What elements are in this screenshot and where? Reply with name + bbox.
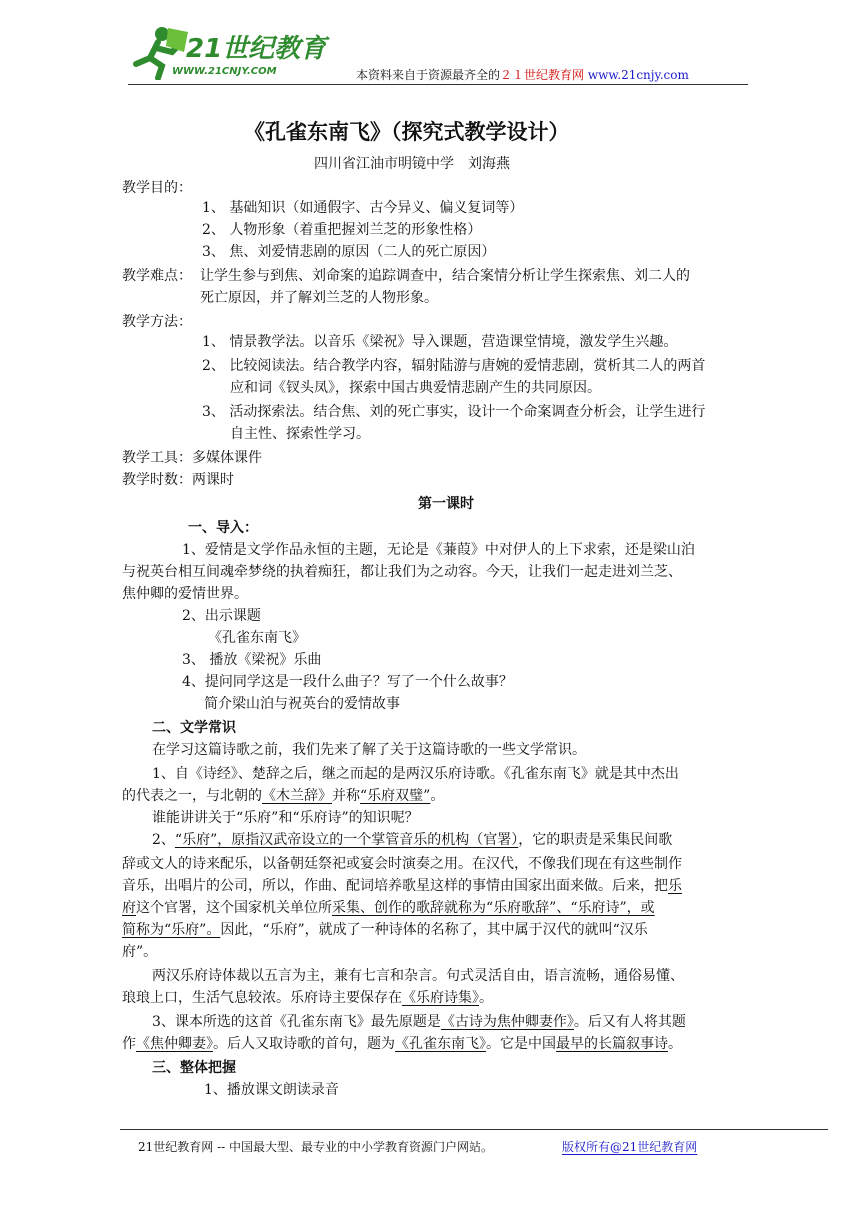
method-item: 自主性、探索性学习。: [230, 426, 370, 442]
text-span: 因此，“乐府”，就成了一种诗体的名称了，其中属于汉代的就叫“汉乐: [220, 922, 648, 938]
logo-url: WWW.21CNJY.COM: [172, 66, 277, 77]
underlined-term: 采集、创作的歌辞就称为“乐府歌辞”、“乐府诗”，或: [332, 900, 655, 916]
text-span: 3、课本所选的这首《孔雀东南飞》最先原题是: [152, 1014, 441, 1030]
method-label: 教学方法：: [122, 314, 192, 330]
source-url[interactable]: www.21cnjy.com: [587, 68, 689, 82]
underlined-term: 《焦仲卿妻》: [136, 1036, 213, 1052]
goal-label: 教学目的：: [122, 180, 192, 196]
tools-line: 教学工具：多媒体课件: [122, 450, 262, 466]
author: 四川省江油市明镜中学 刘海燕: [314, 156, 510, 172]
paragraph-line: 辞或文人的诗来配乐，以备朝廷祭祀或宴会时演奏之用。在汉代，不像我们现在有这些制作: [122, 856, 682, 872]
underlined-term: “乐府”，原指汉武帝设立的一个掌管音乐的机构（官署）: [174, 832, 519, 848]
underlined-term: “乐府双璧”: [360, 788, 431, 804]
paragraph-line: [152, 830, 672, 850]
paragraph-line: 焦仲卿的爱情世界。: [122, 586, 248, 602]
paragraph-line: [152, 1012, 686, 1032]
paragraph-line: 谁能讲讲关于“乐府”和“乐府诗”的知识呢？: [152, 810, 419, 826]
paragraph-line: 3、 播放《梁祝》乐曲: [182, 652, 322, 668]
text-span: 并称: [332, 788, 360, 804]
hours-line: 教学时数：两课时: [122, 472, 234, 488]
paragraph-line: 1、自《诗经》、楚辞之后，继之而起的是两汉乐府诗歌。《孔雀东南飞》就是其中杰出: [152, 766, 679, 782]
underlined-term: 最早的长篇叙事诗: [556, 1036, 668, 1052]
paragraph-line: 与祝英台相互间魂牵梦绕的执着痴狂，都让我们为之动容。今天，让我们一起走进刘兰芝、: [122, 564, 682, 580]
text-span: 。后人又取诗歌的首句，题为: [213, 1036, 395, 1052]
paragraph-line: 1、播放课文朗读录音: [204, 1082, 339, 1098]
method-item: 应和词《钗头凤》，探索中国古典爱情悲剧产生的共同原因。: [230, 380, 601, 396]
text-span: 。: [668, 1036, 682, 1052]
logo-text: 21世纪教育: [186, 34, 327, 64]
text-span: 。: [479, 990, 493, 1006]
paragraph-line: 在学习这篇诗歌之前，我们先来了解了关于这篇诗歌的一些文学常识。: [152, 742, 586, 758]
source-site[interactable]: ２１世纪教育网: [500, 68, 585, 82]
goal-item: 1、 基础知识（如通假字、古今异义、偏义复词等）: [202, 200, 524, 216]
underlined-term: 《孔雀东南飞》: [395, 1036, 486, 1052]
source-prefix: 本资料来自于资源最齐全的: [356, 68, 501, 82]
paragraph-line: 4、提问同学这是一段什么曲子？写了一个什么故事？: [182, 674, 513, 690]
paragraph-line: [122, 876, 682, 896]
text-span: 。后又有人将其题: [573, 1014, 686, 1030]
difficulty-label: 教学难点：: [122, 268, 192, 284]
paragraph-line: 府”。: [122, 944, 158, 960]
header-source: [356, 66, 689, 83]
paragraph-line: [122, 898, 655, 918]
footer-text: 21世纪教育网 -- 中国最大型、最专业的中小学教育资源门户网站。: [138, 1140, 494, 1154]
paragraph-line: 简介梁山泊与祝英台的爱情故事: [204, 696, 400, 712]
paragraph-line: 2、出示课题: [182, 608, 261, 624]
paragraph-line: [122, 1034, 682, 1054]
difficulty-text: 死亡原因，并了解刘兰芝的人物形象。: [200, 290, 438, 306]
text-span: 的代表之一，与北朝的: [122, 788, 262, 804]
method-item: 3、 活动探索法。结合焦、刘的死亡事实，设计一个命案调查分析会，让学生进行: [202, 404, 706, 420]
lesson-heading: 第一课时: [418, 496, 474, 512]
paragraph-line: 《孔雀东南飞》: [208, 630, 306, 646]
page-title: 《孔雀东南飞》（探究式教学设计）: [244, 119, 570, 144]
section-heading: 三、整体把握: [152, 1060, 236, 1076]
footer-divider: [120, 1129, 828, 1130]
paragraph-line: 两汉乐府诗体裁以五言为主，兼有七言和杂言。句式灵活自由，语言流畅，通俗易懂、: [152, 968, 684, 984]
method-item: 1、 情景教学法。以音乐《梁祝》导入课题，营造课堂情境，激发学生兴趣。: [202, 334, 678, 350]
text-span: 2、: [152, 832, 175, 848]
paragraph-line: 1、爱情是文学作品永恒的主题，无论是《蒹葭》中对伊人的上下求索，还是梁山泊: [182, 542, 695, 558]
text-span: 。它是中国: [486, 1036, 556, 1052]
text-span: 作: [122, 1036, 136, 1052]
difficulty-text: 让学生参与到焦、刘命案的追踪调查中，结合案情分析让学生探索焦、刘二人的: [200, 268, 690, 284]
section-heading: 二、文学常识: [152, 720, 236, 736]
goal-item: 3、 焦、刘爱情悲剧的原因（二人的死亡原因）: [202, 244, 496, 260]
underlined-term: 《木兰辞》: [262, 788, 332, 804]
paragraph-line: [122, 988, 493, 1008]
underlined-term: 《古诗为焦仲卿妻作》: [440, 1014, 574, 1030]
text-span: ，它的职责是采集民间歌: [518, 832, 673, 848]
underlined-term: 府: [122, 900, 136, 916]
text-span: 这个官署，这个国家机关单位所: [136, 900, 332, 916]
underlined-term: 乐: [668, 878, 682, 894]
underlined-term: 《乐府诗集》: [402, 990, 479, 1006]
method-item: 2、 比较阅读法。结合教学内容，辐射陆游与唐婉的爱情悲剧，赏析其二人的两首: [202, 358, 706, 374]
text-span: 音乐，出唱片的公司，所以，作曲、配词培养歌星这样的事情由国家出面来做。后来，把: [122, 878, 668, 894]
header-divider: [128, 84, 748, 85]
text-span: 。: [430, 788, 445, 804]
underlined-term: 简称为“乐府”。: [122, 922, 221, 938]
paragraph-line: [122, 786, 444, 806]
header-logo: [128, 22, 328, 82]
text-span: 琅琅上口，生活气息较浓。乐府诗主要保存在: [122, 990, 402, 1006]
paragraph-line: [122, 920, 648, 940]
footer-copyright-link[interactable]: 版权所有@21世纪教育网: [562, 1140, 698, 1154]
section-heading: 一、导入：: [188, 520, 258, 536]
goal-item: 2、 人物形象（着重把握刘兰芝的形象性格）: [202, 222, 482, 238]
